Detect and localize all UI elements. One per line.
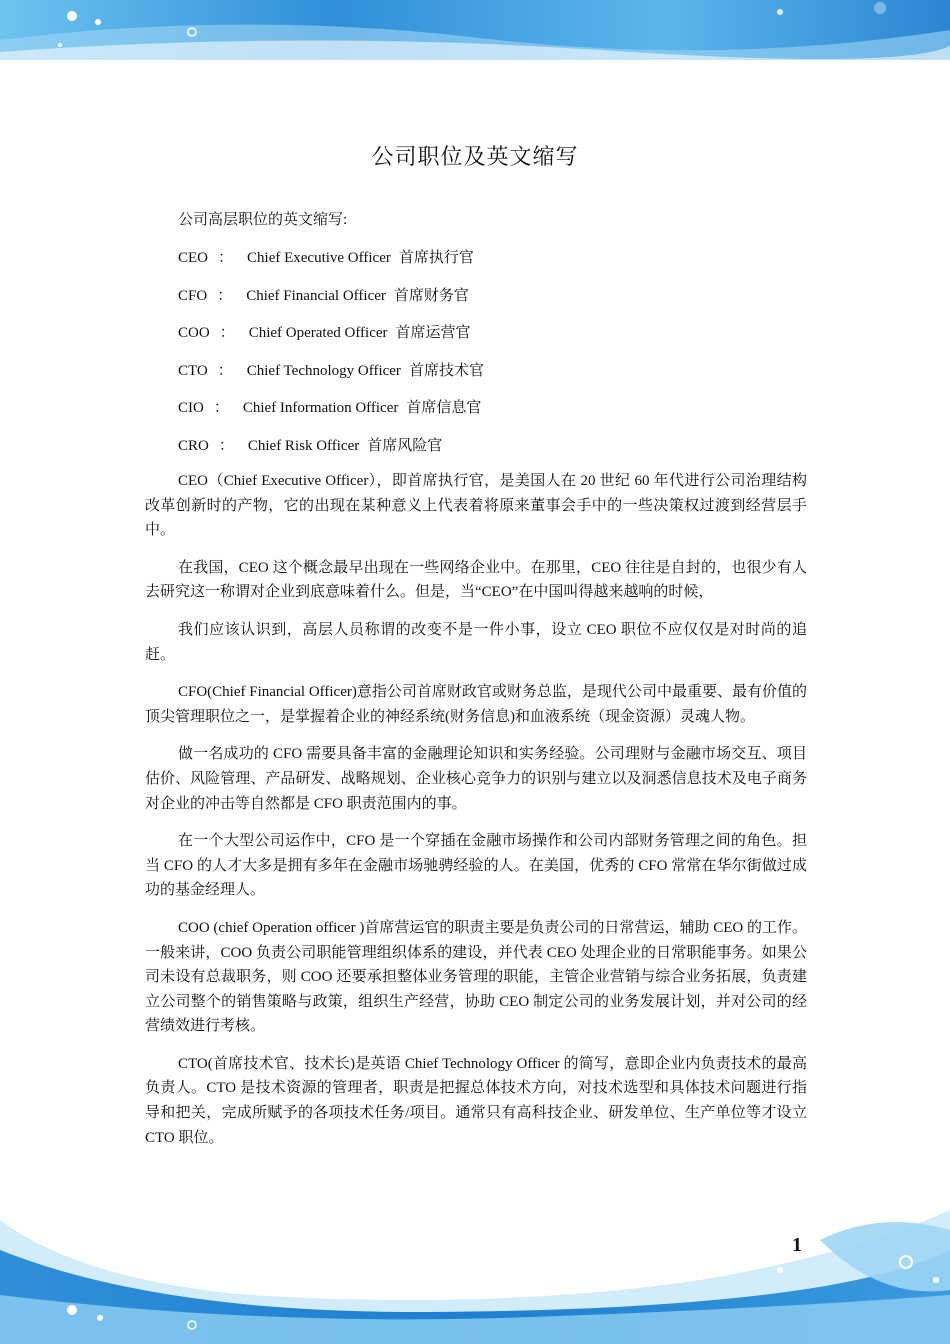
abbreviation-code: CFO: [178, 287, 208, 304]
abbreviation-code: CTO: [178, 362, 208, 379]
paragraph-coo: COO (chief Operation officer )首席营运官的职责主要是负责公司的日常营运，辅助 CEO 的工作。一般来讲，COO 负责公司职能管理组织体系的建设，并代表 CEO 处理企业的日常职能事务。如果公司未设有总裁职务，则 COO 还要承担整体业务管理的职能，主管企业营销与综合业务拓展，负责建立公司整个的销售策略与政策，组织生产经营，协助 CEO 制定公司的业务发展计划，并对公司的经营绩效进行考核。: [145, 919, 807, 1035]
abbreviation-row: [178, 359, 484, 397]
abbreviation-row: [178, 284, 484, 322]
abbreviation-chinese: 首席运营官: [395, 325, 471, 341]
abbreviation-chinese: 首席风险官: [367, 437, 443, 454]
paragraph-ceo-china: 在我国，CEO 这个概念最早出现在一些网络企业中。在那里，CEO 往往是自封的，也很少有人去研究这一称谓对企业到底意味着什么。但是，当“CEO”在中国叫得越来越响的时候，: [145, 559, 807, 601]
abbreviation-english: Chief Technology Officer: [246, 362, 401, 379]
abbreviation-separator: ：: [218, 437, 234, 454]
abbreviation-code: CIO: [178, 400, 204, 416]
abbreviation-row: [178, 246, 484, 284]
abbreviation-chinese: 首席执行官: [398, 250, 474, 266]
paragraph-ceo-awareness: 我们应该认识到，高层人员称谓的改变不是一件小事，设立 CEO 职位不应仅仅是对时尚的追赶。: [145, 621, 807, 663]
page-number: 1: [792, 1234, 802, 1256]
abbreviation-english: Chief Operated Officer: [248, 325, 388, 341]
abbreviation-separator: ：: [218, 250, 234, 266]
abbreviation-separator: ：: [217, 362, 233, 379]
body-text: [145, 469, 807, 1163]
abbreviation-code: CEO: [178, 250, 208, 266]
paragraph-ceo-origin: CEO（Chief Executive Officer），即首席执行官，是美国人在 20 世纪 60 年代进行公司治理结构改革创新时的产物，它的出现在某种意义上代表着将原来董事会手中的一些决策权过渡到经营层手中。: [145, 473, 807, 539]
paragraph-cto: CTO(首席技术官、技术长)是英语 Chief Technology Officer 的简写，意即企业内负责技术的最高负责人。CTO 是技术资源的管理者，职责是把握总体技术方向，对技术选型和具体技术问题进行指导和把关，完成所赋予的各项技术任务/项目。通常只有高科技企业、研发单位、生产单位等才设立 CTO 职位。: [145, 1055, 807, 1146]
bottom-decorative-band: [0, 1200, 950, 1344]
document-title: 公司职位及英文缩写: [371, 145, 579, 170]
abbreviation-code: CRO: [178, 437, 209, 454]
abbreviation-separator: ：: [217, 287, 233, 304]
abbreviation-english: Chief Financial Officer: [246, 287, 386, 304]
paragraph-cfo-definition: CFO(Chief Financial Officer)意指公司首席财政官或财务总监，是现代公司中最重要、最有价值的顶尖管理职位之一，是掌握着企业的神经系统(财务信息)和血液系统（现金资源）灵魂人物。: [145, 684, 807, 725]
paragraph-cfo-skills: 做一名成功的 CFO 需要具备丰富的金融理论知识和实务经验。公司理财与金融市场交互、项目估价、风险管理、产品研发、战略规划、企业核心竞争力的识别与建立以及洞悉信息技术及电子商务对企业的冲击等自然都是 CFO 职责范围内的事。: [145, 746, 807, 812]
paragraph-cfo-role: 在一个大型公司运作中，CFO 是一个穿插在金融市场操作和公司内部财务管理之间的角色。担当 CFO 的人才大多是拥有多年在金融市场驰骋经验的人。在美国，优秀的 CFO 常常在华尔街做过成功的基金经理人。: [145, 833, 807, 899]
abbreviation-english: Chief Information Officer: [242, 400, 399, 416]
abbreviation-english: Chief Executive Officer: [247, 250, 391, 266]
abbreviation-row: [178, 321, 484, 359]
abbreviation-chinese: 首席技术官: [408, 362, 484, 379]
abbreviation-row: [178, 434, 484, 472]
abbreviation-chinese: 首席信息官: [406, 400, 482, 416]
abbreviation-code: COO: [178, 325, 210, 341]
intro-line: 公司高层职位的英文缩写:: [178, 212, 348, 228]
abbreviation-separator: ：: [219, 325, 235, 341]
abbreviation-separator: ：: [213, 400, 229, 416]
top-decorative-band: [0, 0, 950, 60]
abbreviation-row: [178, 396, 484, 434]
abbreviation-list: [178, 246, 484, 471]
abbreviation-english: Chief Risk Officer: [247, 437, 360, 454]
abbreviation-chinese: 首席财务官: [393, 287, 469, 304]
